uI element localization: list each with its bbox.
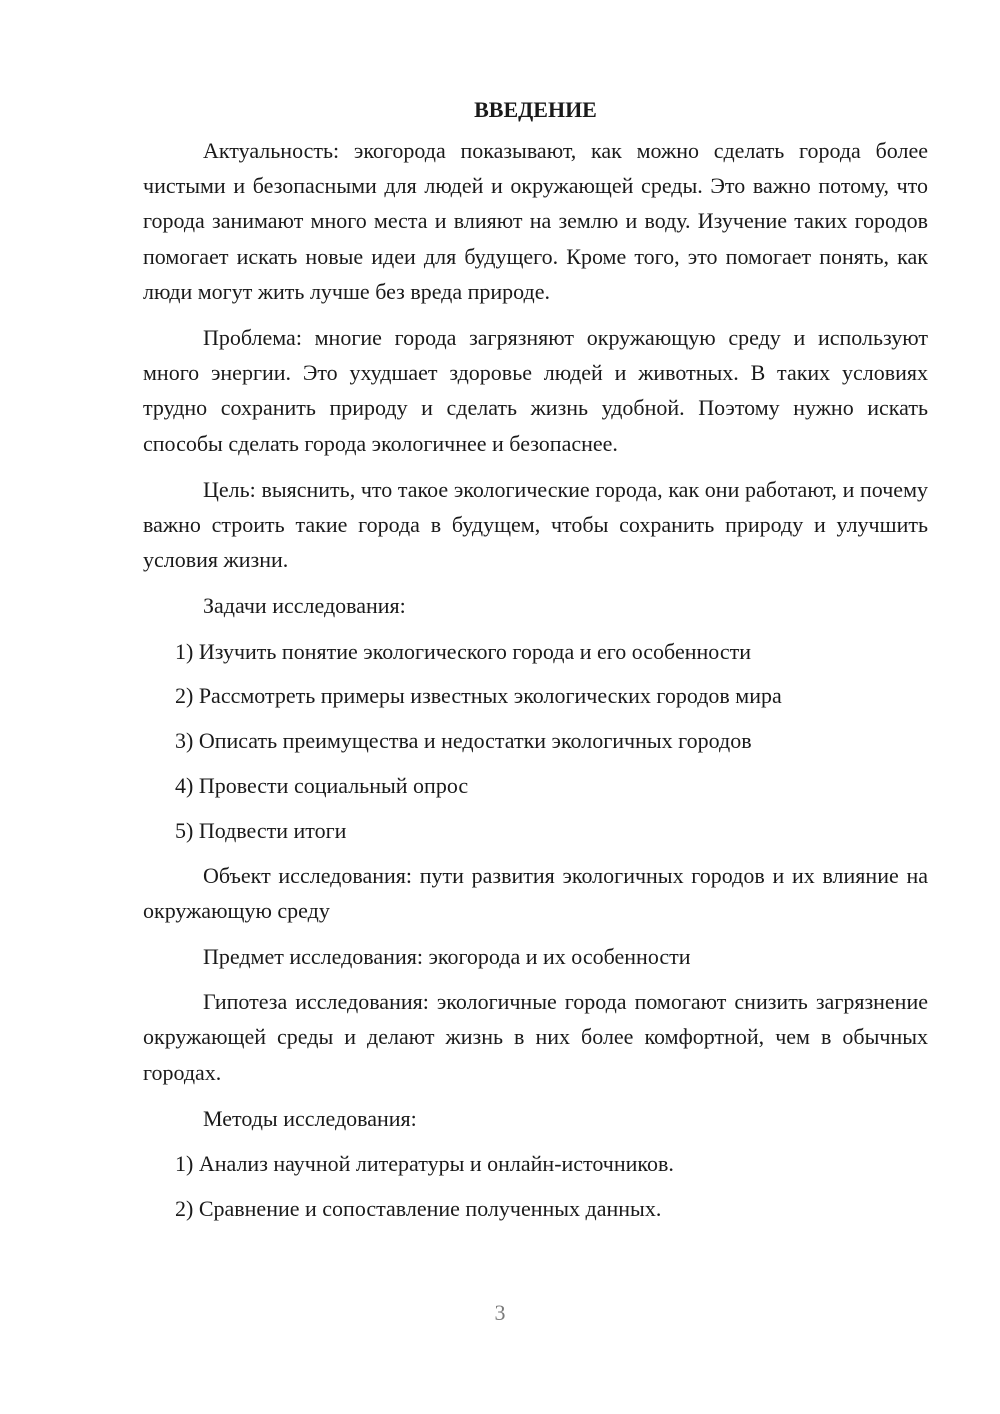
document-page bbox=[143, 92, 928, 1236]
list-item: 3) Описать преимущества и недостатки экологичных городов bbox=[175, 728, 752, 754]
tasks-list bbox=[143, 634, 928, 848]
problem-paragraph: Проблема: многие города загрязняют окружающую среду и используют много энергии. Это ухудшает здоровье людей и животных. В таких условиях трудно сохранить природу и сделать жизнь удобной. Поэтому нужно искать способы сделать города экологичнее и безопаснее. bbox=[143, 325, 928, 456]
list-item: 5) Подвести итоги bbox=[175, 817, 347, 843]
list-item: 2) Рассмотреть примеры известных экологических городов мира bbox=[175, 683, 782, 709]
list-item: 2) Сравнение и сопоставление полученных данных. bbox=[175, 1195, 662, 1221]
tasks-title: Задачи исследования: bbox=[203, 593, 406, 619]
hypothesis-paragraph: Гипотеза исследования: экологичные города помогают снизить загрязнение окружающей среды и делают жизнь в них более комфортной, чем в обычных городах. bbox=[143, 989, 928, 1085]
methods-list bbox=[143, 1146, 928, 1226]
object-paragraph: Объект исследования: пути развития экологичных городов и их влияние на окружающую среду bbox=[143, 862, 928, 923]
list-item: 1) Изучить понятие экологического города и его особенности bbox=[175, 638, 751, 664]
goal-paragraph: Цель: выяснить, что такое экологические города, как они работают, и почему важно строить такие города в будущем, чтобы сохранить природу и улучшить условия жизни. bbox=[143, 476, 928, 573]
subject-paragraph: Предмет исследования: экогорода и их особенности bbox=[203, 944, 691, 970]
list-item: 4) Провести социальный опрос bbox=[175, 773, 469, 799]
methods-title: Методы исследования: bbox=[203, 1105, 417, 1131]
relevance-paragraph: Актуальность: экогорода показывают, как можно сделать города более чистыми и безопасными для людей и окружающей среды. Это важно потому, что города занимают много места и влияют на землю и воду. Изучение таких городов помогает искать новые идеи для будущего. Кроме того, это помогает понять, как люди могут жить лучше без вреда природе. bbox=[143, 138, 928, 304]
list-item: 1) Анализ научной литературы и онлайн-источников. bbox=[175, 1151, 674, 1177]
page-number: 3 bbox=[494, 1300, 506, 1325]
page-title: ВВЕДЕНИЕ bbox=[474, 97, 597, 122]
